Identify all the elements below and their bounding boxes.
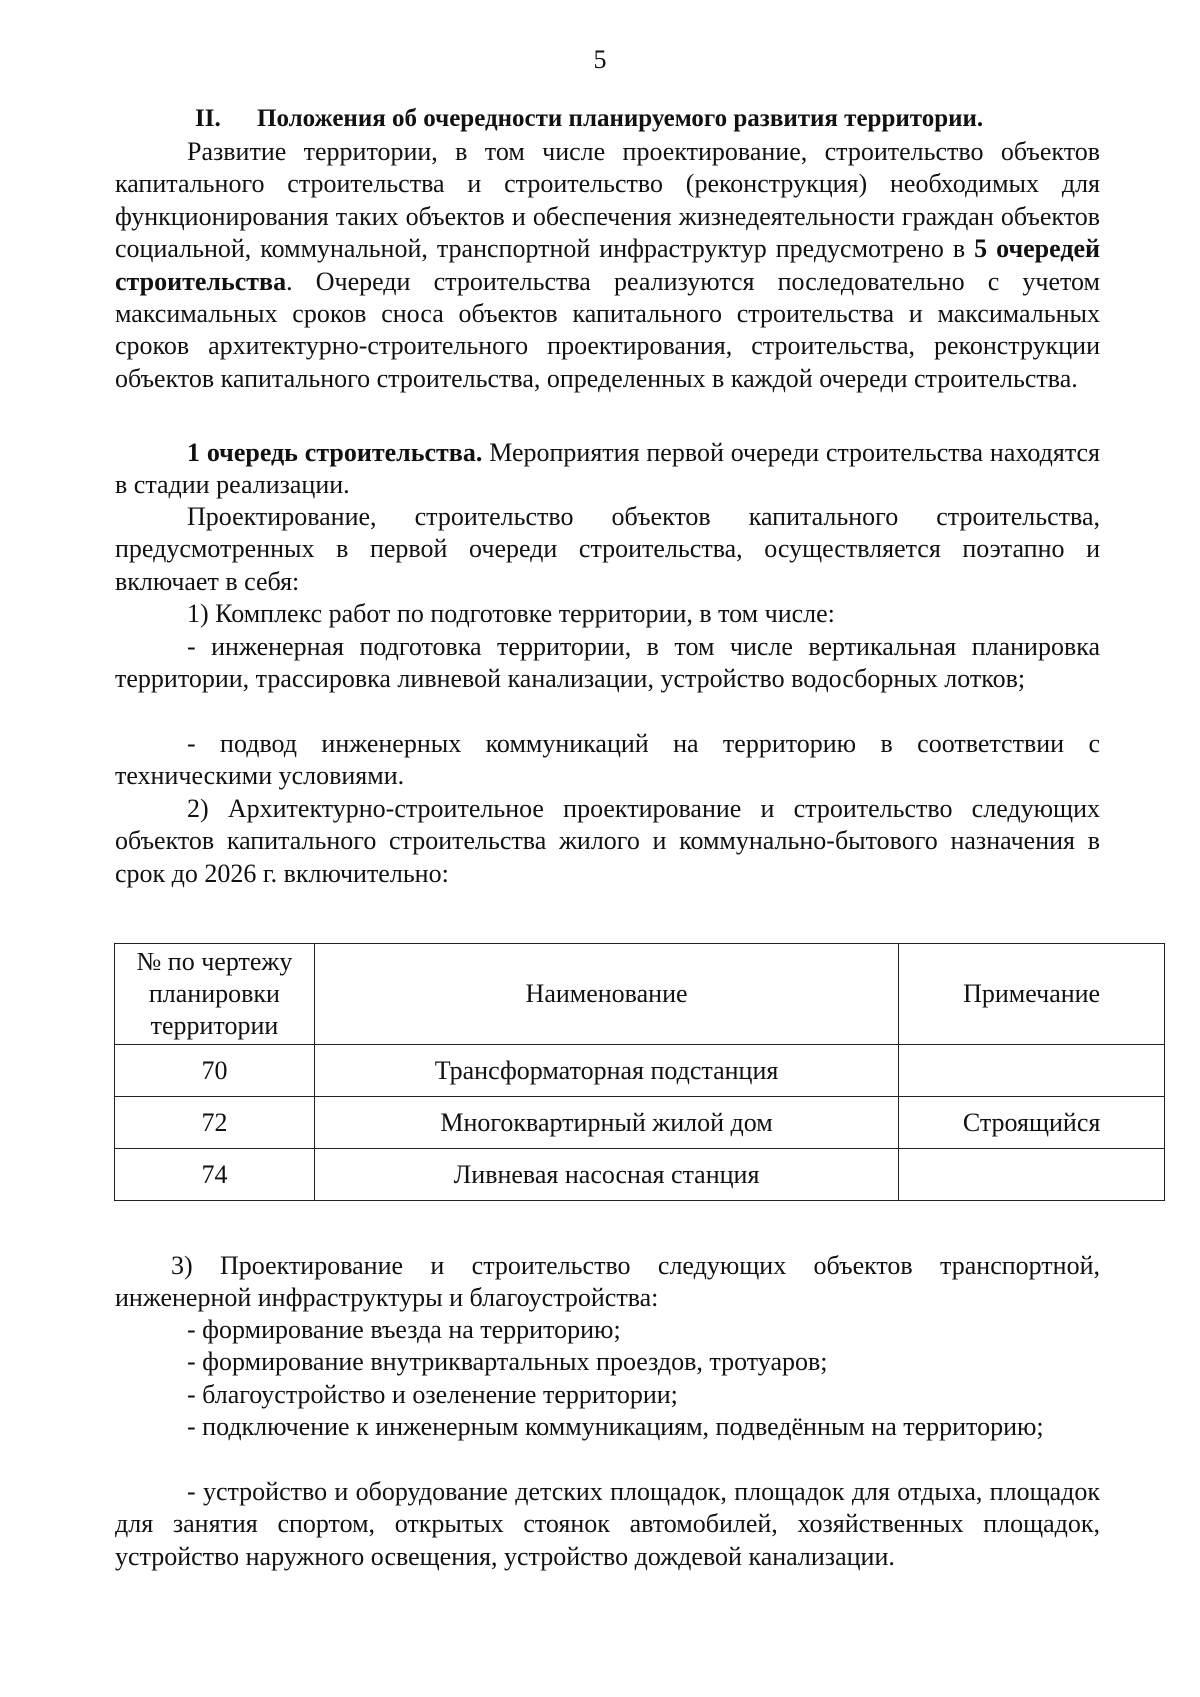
table-cell-number: 72 (115, 1097, 315, 1149)
table-header-name: Наименование (314, 944, 898, 1045)
section-heading (195, 102, 983, 136)
table-cell-number: 70 (115, 1045, 315, 1097)
table-cell-note: Строящийся (899, 1097, 1165, 1149)
item3-bullet: - формирование внутриквартальных проездов, тротуаров; (187, 1347, 828, 1376)
stage1-item1-sub2: - подвод инженерных коммуникаций на территорию в соответствии с техническими условиями. (115, 729, 1100, 791)
objects-table (114, 943, 1165, 1201)
table-row (115, 1097, 1165, 1149)
table-cell-note (899, 1149, 1165, 1201)
table-header-number: № по чертежу планировки территории (115, 944, 315, 1045)
table-row (115, 1045, 1165, 1097)
stage1-item2: 2) Архитектурно-строительное проектирование и строительство следующих объектов капитального строительства жилого и коммунально-бытового назначения в срок до 2026 г. включительно: (115, 794, 1100, 888)
page-number: 5 (593, 45, 607, 74)
stage1-item1-sub1: - инженерная подготовка территории, в том числе вертикальная планировка территории, трассировка ливневой канализации, устройство водосборных лотков; (115, 632, 1100, 694)
table-header-note: Примечание (899, 944, 1165, 1045)
intro-paragraph: Развитие территории, в том числе проектирование, строительство объектов капитального строительства и строительство (реконструкция) необходимых для функционирования таких объектов и обеспечения жизнедеятельности граждан объектов социальной, коммунальной, транспортной инфраструктур предусмотрено в 5 очередей строительства. Очереди строительства реализуются последовательно с учетом максимальных сроков сноса объектов капитального строительства и максимальных сроков архитектурно-строительного проектирования, строительства, реконструкции объектов капитального строительства, определенных в каждой очереди строительства. (115, 137, 1100, 393)
intro-bold-phrase: 5 очередей строительства (115, 234, 1100, 296)
item3-bullet: - благоустройство и озеленение территории; (187, 1380, 678, 1409)
table-cell-number: 74 (115, 1149, 315, 1201)
stage1-description: Проектирование, строительство объектов капитального строительства, предусмотренных в первой очереди строительства, осуществляется поэтапно и включает в себя: (115, 502, 1100, 596)
table-cell-name: Трансформаторная подстанция (314, 1045, 898, 1097)
stage1-item1: 1) Комплекс работ по подготовке территории, в том числе: (187, 599, 835, 628)
table-header-row (115, 944, 1165, 1045)
table-cell-name: Ливневая насосная станция (314, 1149, 898, 1201)
stage1-lead-bold: 1 очередь строительства. (187, 438, 483, 467)
item3-bullet: - подключение к инженерным коммуникациям, подведённым на территорию; (187, 1412, 1044, 1441)
item3-bullet: - устройство и оборудование детских площадок, площадок для отдыха, площадок для занятия спортом, открытых стоянок автомобилей, хозяйственных площадок, устройство наружного освещения, устройство дождевой канализации. (115, 1477, 1100, 1571)
item3-title: 3) Проектирование и строительство следующих объектов транспортной, инженерной инфраструктуры и благоустройства: (115, 1251, 1100, 1313)
section-title: Положения об очередности планируемого развития территории. (257, 105, 984, 132)
section-number: II. (195, 105, 221, 132)
stage1-lead-paragraph: 1 очередь строительства. Мероприятия первой очереди строительства находятся в стадии реализации. (115, 438, 1100, 500)
table-cell-name: Многоквартирный жилой дом (314, 1097, 898, 1149)
table-row (115, 1149, 1165, 1201)
item3-bullet: - формирование въезда на территорию; (187, 1315, 621, 1344)
table-cell-note (899, 1045, 1165, 1097)
